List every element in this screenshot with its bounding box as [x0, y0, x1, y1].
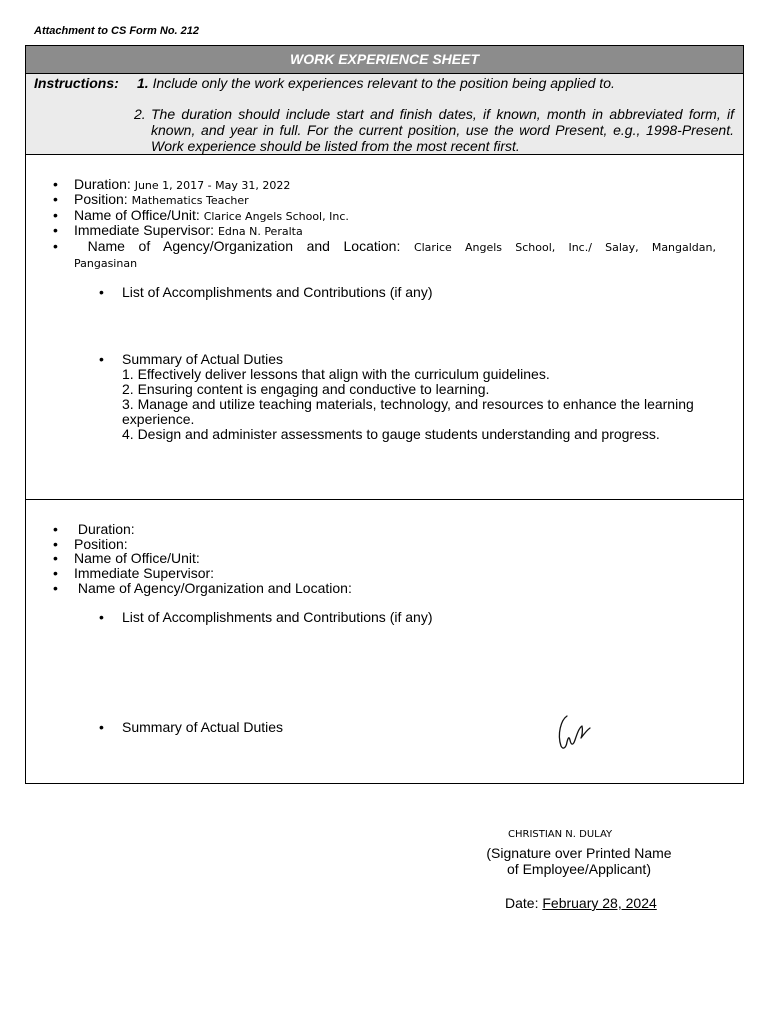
office-row: [53, 550, 200, 566]
bullet: •: [99, 284, 104, 300]
bullet: •: [53, 536, 58, 552]
duration-row: [53, 521, 135, 537]
bullet: •: [53, 222, 58, 238]
duty-item: 1. Effectively deliver lessons that align with the curriculum guidelines.: [122, 366, 550, 382]
printed-name: CHRISTIAN N. DULAY: [508, 829, 613, 840]
signature-mark: [555, 712, 595, 752]
supervisor-row: [53, 222, 303, 239]
signature-caption-line-2: of Employee/Applicant): [507, 861, 651, 877]
bullet: •: [99, 719, 104, 735]
attachment-label: Attachment to CS Form No. 212: [34, 25, 200, 37]
agency-row: [53, 580, 352, 596]
duration-value: June 1, 2017 - May 31, 2022: [134, 179, 291, 192]
duty-item: 4. Design and administer assessments to gauge students understanding and progress.: [122, 426, 660, 442]
bullet: •: [53, 176, 58, 192]
bullet: •: [53, 565, 58, 581]
instruction-item-2: [134, 106, 734, 154]
date-row: [505, 895, 657, 911]
agency-line-1: [74, 239, 716, 255]
bullet: •: [53, 207, 58, 223]
bullet: •: [53, 550, 58, 566]
position-label: Position:: [74, 191, 128, 207]
signature-caption: [479, 845, 679, 877]
bullet: •: [53, 521, 58, 537]
position-label: Position:: [74, 536, 128, 552]
agency-label: Name of Agency/Organization and Location:: [87, 238, 401, 254]
duties-label: Summary of Actual Duties: [122, 351, 284, 367]
agency-label: Name of Agency/Organization and Location:: [77, 580, 352, 596]
bullet: •: [53, 580, 58, 596]
agency-value: Clarice Angels School, Inc./ Salay, Mangaldan,: [413, 241, 717, 254]
accomplishments-label: List of Accomplishments and Contributions (if any): [122, 284, 433, 300]
instructions-block: [26, 74, 743, 155]
signature-caption-line-1: (Signature over Printed Name: [486, 845, 672, 861]
duty-item: 2. Ensuring content is engaging and conductive to learning.: [122, 381, 490, 397]
duties-item: [99, 719, 284, 735]
sheet-title: WORK EXPERIENCE SHEET: [26, 46, 743, 74]
instruction-1-number: 1.: [137, 75, 149, 91]
duration-label: Duration:: [77, 521, 135, 537]
duration-label: Duration:: [74, 176, 131, 192]
bullet: •: [53, 191, 58, 207]
duties-label: Summary of Actual Duties: [122, 719, 284, 735]
position-row: [53, 191, 249, 208]
instruction-2-text: The duration should include start and finish dates, if known, month in abbreviated form, if known, and year in full. For the current position, use the word Present, e.g., 1998-Present. Work experience should be listed from the most recent first.: [151, 106, 734, 154]
supervisor-label: Immediate Supervisor:: [74, 565, 215, 581]
date-label: Date:: [505, 895, 539, 911]
position-value: Mathematics Teacher: [131, 194, 249, 207]
instruction-1-text: Include only the work experiences relevant to the position being applied to.: [152, 75, 615, 91]
duties-item: [99, 351, 284, 367]
instruction-2-number: 2.: [134, 106, 146, 122]
bullet: •: [99, 351, 104, 367]
date-value: February 28, 2024: [542, 895, 657, 911]
accomplishments-label: List of Accomplishments and Contributions (if any): [122, 609, 433, 625]
bullet: •: [53, 238, 58, 254]
accomplishments-item: [99, 284, 433, 300]
agency-value-continued: Pangasinan: [74, 257, 138, 270]
accomplishments-item: [99, 609, 433, 625]
duties-list: [122, 367, 722, 442]
agency-row: [53, 238, 717, 271]
office-label: Name of Office/Unit:: [74, 550, 200, 566]
office-value: Clarice Angels School, Inc.: [203, 210, 349, 223]
supervisor-label: Immediate Supervisor:: [74, 222, 215, 238]
work-experience-form: [25, 45, 744, 784]
work-entry-2: [26, 500, 743, 782]
bullet: •: [99, 609, 104, 625]
duty-item: 3. Manage and utilize teaching materials, technology, and resources to enhance the learning experience.: [122, 396, 694, 427]
supervisor-value: Edna N. Peralta: [217, 225, 303, 238]
instruction-item-1: [137, 75, 615, 91]
instructions-label: Instructions:: [34, 75, 119, 91]
work-entry-1: [26, 155, 743, 500]
office-label: Name of Office/Unit:: [74, 207, 200, 223]
supervisor-row: [53, 565, 215, 581]
